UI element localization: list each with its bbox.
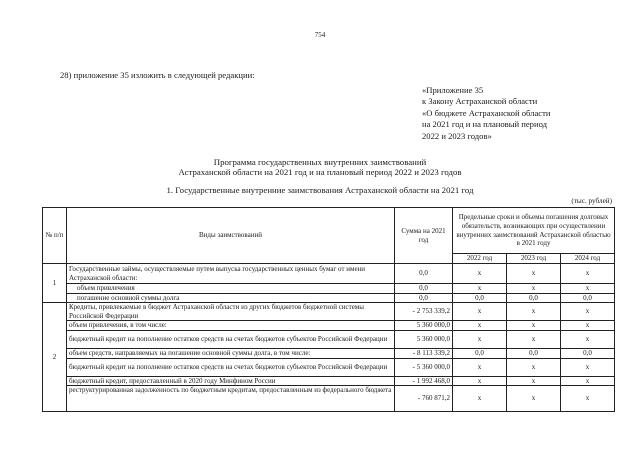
borrowings-table [42,207,615,412]
table-row [43,376,615,386]
row-y2023: x [507,386,561,412]
table-row [43,264,615,284]
table-row [43,348,615,358]
row-sum: 0,0 [395,284,453,294]
row-label: бюджетный кредит, предоставленный в 2020 году Минфином России [67,376,395,386]
attachment-line: на 2021 год и на плановый период [422,119,547,130]
attachment-header [422,85,550,142]
table-row [43,358,615,376]
header-kind: Виды заимствований [67,208,395,264]
row-label: объем средств, направляемых на погашение основной суммы долга, в том числе: [67,348,395,358]
attachment-line: «Приложение 35 [422,85,484,95]
row-label: бюджетный кредит на пополнение остатков средств на счетах бюджетов субъектов Российской Федерации [67,330,395,348]
row-y2022: x [453,386,507,412]
row-y2022: x [453,321,507,331]
header-sum: Сумма на 2021 год [395,208,453,264]
row-sum: 5 360 000,0 [395,330,453,348]
table-header-row [43,208,615,254]
row-y2023: x [507,330,561,348]
header-year: 2024 год [561,254,615,264]
row-y2024: x [561,284,615,294]
program-title-line1: Программа государственных внутренних заимствований [213,157,427,167]
row-sum: - 5 360 000,0 [395,358,453,376]
row-label: погашение основной суммы долга [67,293,395,303]
row-y2022: x [453,358,507,376]
program-title-line2: Астраханской области на 2021 год и на плановый период 2022 и 2023 годов [178,167,462,177]
table-row [43,386,615,412]
row-sum: 0,0 [395,264,453,284]
attachment-line: к Закону Астраханской области [422,96,538,107]
row-y2022: x [453,284,507,294]
table-row [43,293,615,303]
row-num: 2 [43,303,67,412]
row-sum: 0,0 [395,293,453,303]
table-row [43,321,615,331]
row-y2023: x [507,358,561,376]
row-y2023: 0,0 [507,348,561,358]
row-num: 1 [43,264,67,303]
row-sum: - 1 992 468,0 [395,376,453,386]
row-label: реструктурированная задолженность по бюджетным кредитам, предоставленным из федерального бюджета [67,386,395,412]
row-sum: - 760 871,2 [395,386,453,412]
row-sum: - 8 113 339,2 [395,348,453,358]
row-y2022: x [453,303,507,321]
row-y2022: 0,0 [453,348,507,358]
units-label: (тыс. рублей) [571,197,612,205]
row-y2023: x [507,303,561,321]
row-y2024: x [561,330,615,348]
row-y2024: x [561,358,615,376]
row-y2024: x [561,321,615,331]
table-row [43,303,615,321]
row-y2022: 0,0 [453,293,507,303]
row-y2024: 0,0 [561,293,615,303]
header-year: 2022 год [453,254,507,264]
section-title: 1. Государственные внутренние заимствования Астраханской области на 2021 год [166,185,474,195]
row-label: объем привлечения, в том числе: [67,321,395,331]
row-y2024: x [561,303,615,321]
row-y2024: x [561,264,615,284]
attachment-line: «О бюджете Астраханской области [422,107,551,118]
row-label: объем привлечения [67,284,395,294]
intro-text: 28) приложение 35 изложить в следующей редакции: [60,70,255,80]
row-y2023: x [507,321,561,331]
row-y2023: x [507,284,561,294]
row-label: Государственные займы, осуществляемые путем выпуска государственных ценных бумаг от имени Астраханской области: [67,264,395,284]
row-y2022: x [453,330,507,348]
header-num: № п/п [43,208,67,264]
header-year: 2023 год [507,254,561,264]
row-sum: - 2 753 339,2 [395,303,453,321]
row-y2024: 0,0 [561,348,615,358]
table-row [43,330,615,348]
page-number: 754 [314,31,326,39]
row-y2023: x [507,376,561,386]
row-y2022: x [453,376,507,386]
row-y2023: 0,0 [507,293,561,303]
row-y2024: x [561,386,615,412]
attachment-line: 2022 и 2023 годов» [422,130,492,141]
table-row [43,284,615,294]
header-limits: Предельные сроки и объемы погашения долговых обязательств, возникающих при осуществлении внутренних заимствований Астраханской областью в 2021 году [453,208,615,254]
row-label: Кредиты, привлекаемые в бюджет Астраханской области из других бюджетов бюджетной системы Российской Федерации [67,303,395,321]
row-label: бюджетный кредит на пополнение остатков средств на счетах бюджетов субъектов Российской Федерации [67,358,395,376]
row-y2023: x [507,264,561,284]
row-sum: 5 360 000,0 [395,321,453,331]
row-y2024: x [561,376,615,386]
row-y2022: x [453,264,507,284]
